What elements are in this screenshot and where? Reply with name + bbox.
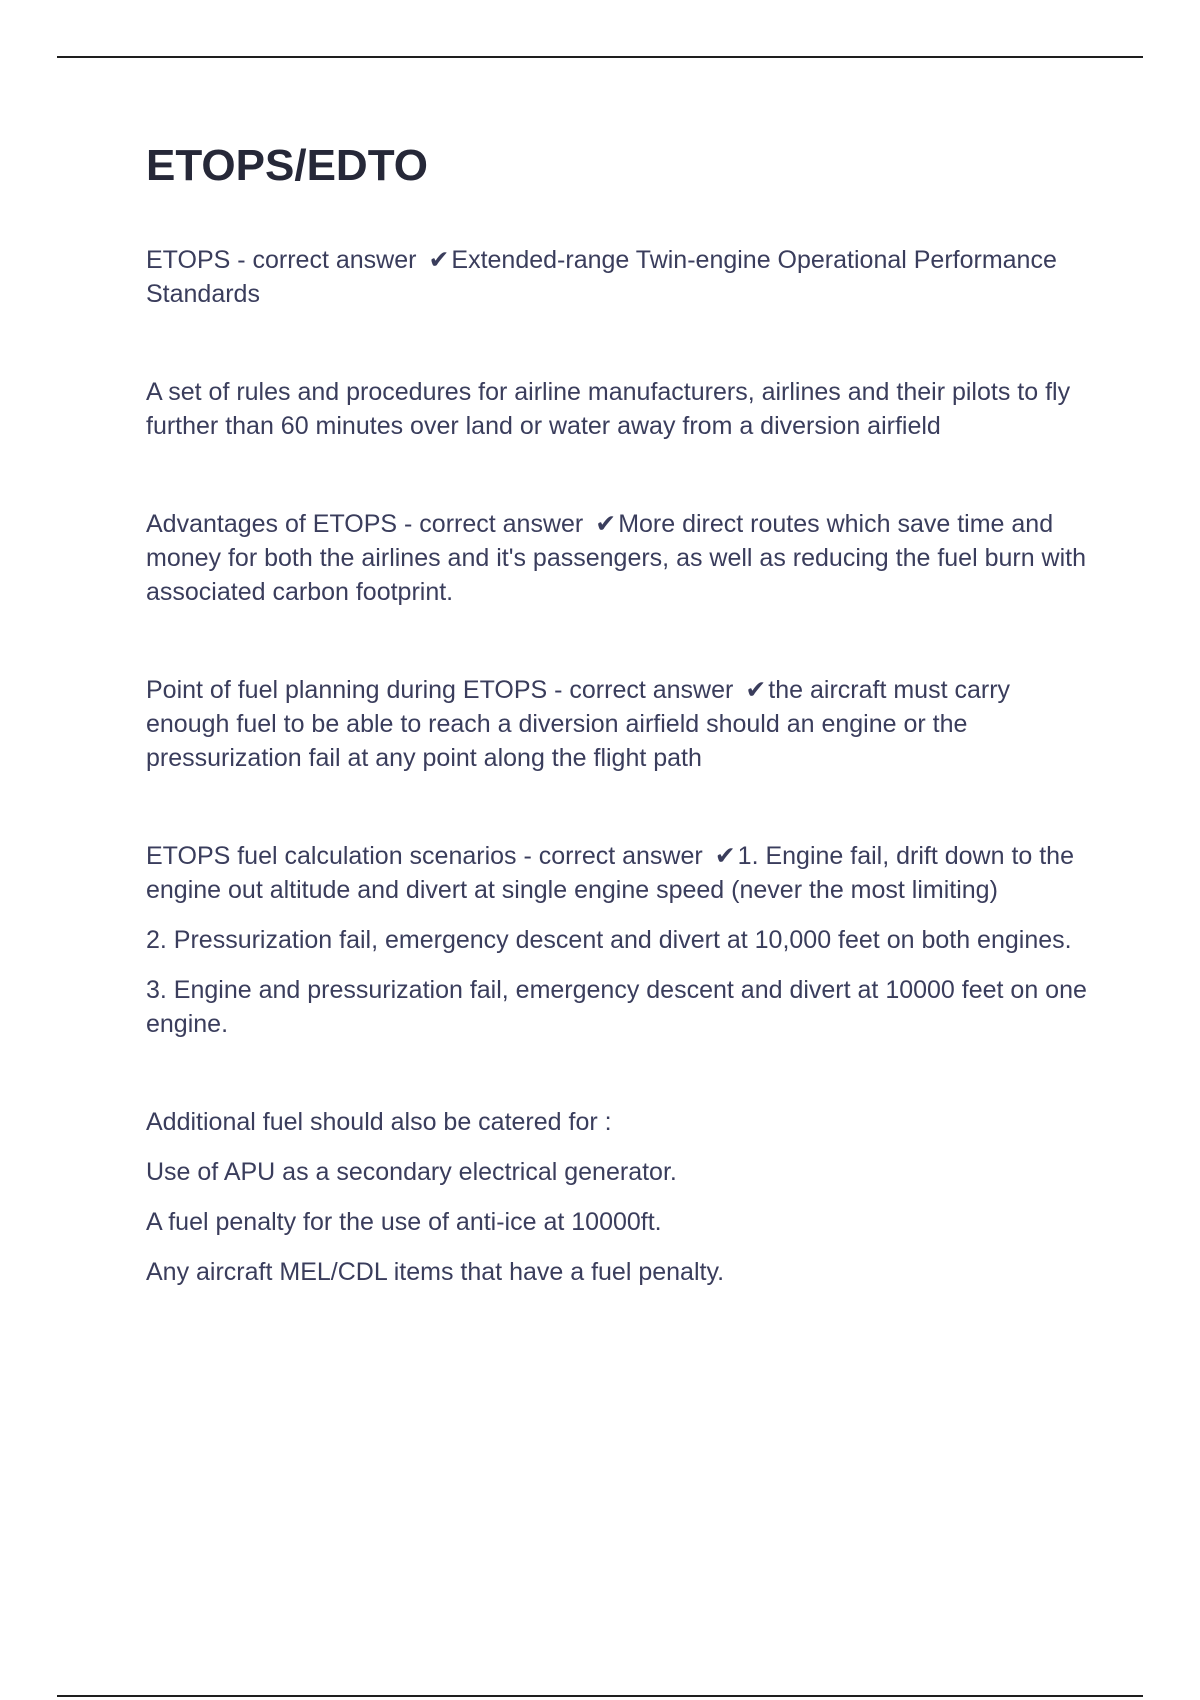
answer-text: the aircraft must carry enough fuel to be able to reach a diversion airfield should an engine or the pressurization fail at any point along the flight path (146, 675, 1011, 772)
additional-fuel-item: Use of APU as a secondary electrical generator. (146, 1157, 677, 1186)
question-term: Point of fuel planning during ETOPS - correct answer (146, 675, 734, 704)
document-body (146, 140, 1096, 1289)
scenario-item: 3. Engine and pressurization fail, emergency descent and divert at 10000 feet on one engine. (146, 975, 1087, 1038)
question-term: ETOPS - correct answer (146, 245, 417, 274)
qa-entry-fuel-planning (146, 673, 1096, 775)
qa-entry-etops-definition (146, 243, 1096, 311)
additional-fuel-heading: Additional fuel should also be catered for : (146, 1107, 612, 1136)
qa-entry-advantages (146, 507, 1096, 609)
answer-text: 1. Engine fail, drift down to the engine out altitude and divert at single engine speed (never the most limiting) (146, 841, 1074, 904)
top-rule (57, 56, 1143, 58)
question-term: Advantages of ETOPS - correct answer (146, 509, 584, 538)
page-title: ETOPS/EDTO (146, 141, 429, 190)
additional-fuel-item: A fuel penalty for the use of anti-ice at 10000ft. (146, 1207, 662, 1236)
answer-text: Extended-range Twin-engine Operational Performance Standards (146, 245, 1057, 308)
additional-fuel-item: Any aircraft MEL/CDL items that have a fuel penalty. (146, 1257, 725, 1286)
check-icon: ✔ (714, 841, 736, 870)
definition-paragraph: A set of rules and procedures for airline manufacturers, airlines and their pilots to fly further than 60 minutes over land or water away from a diversion airfield (146, 377, 1071, 440)
scenario-item: 2. Pressurization fail, emergency descent and divert at 10,000 feet on both engines. (146, 925, 1072, 954)
question-term: ETOPS fuel calculation scenarios - correct answer (146, 841, 703, 870)
qa-entry-fuel-scenarios (146, 839, 1096, 907)
check-icon: ✔ (428, 245, 450, 274)
check-icon: ✔ (595, 509, 617, 538)
bottom-rule (57, 1695, 1143, 1697)
check-icon: ✔ (745, 675, 767, 704)
answer-text: More direct routes which save time and money for both the airlines and it's passengers, as well as reducing the fuel burn with associated carbon footprint. (146, 509, 1087, 606)
